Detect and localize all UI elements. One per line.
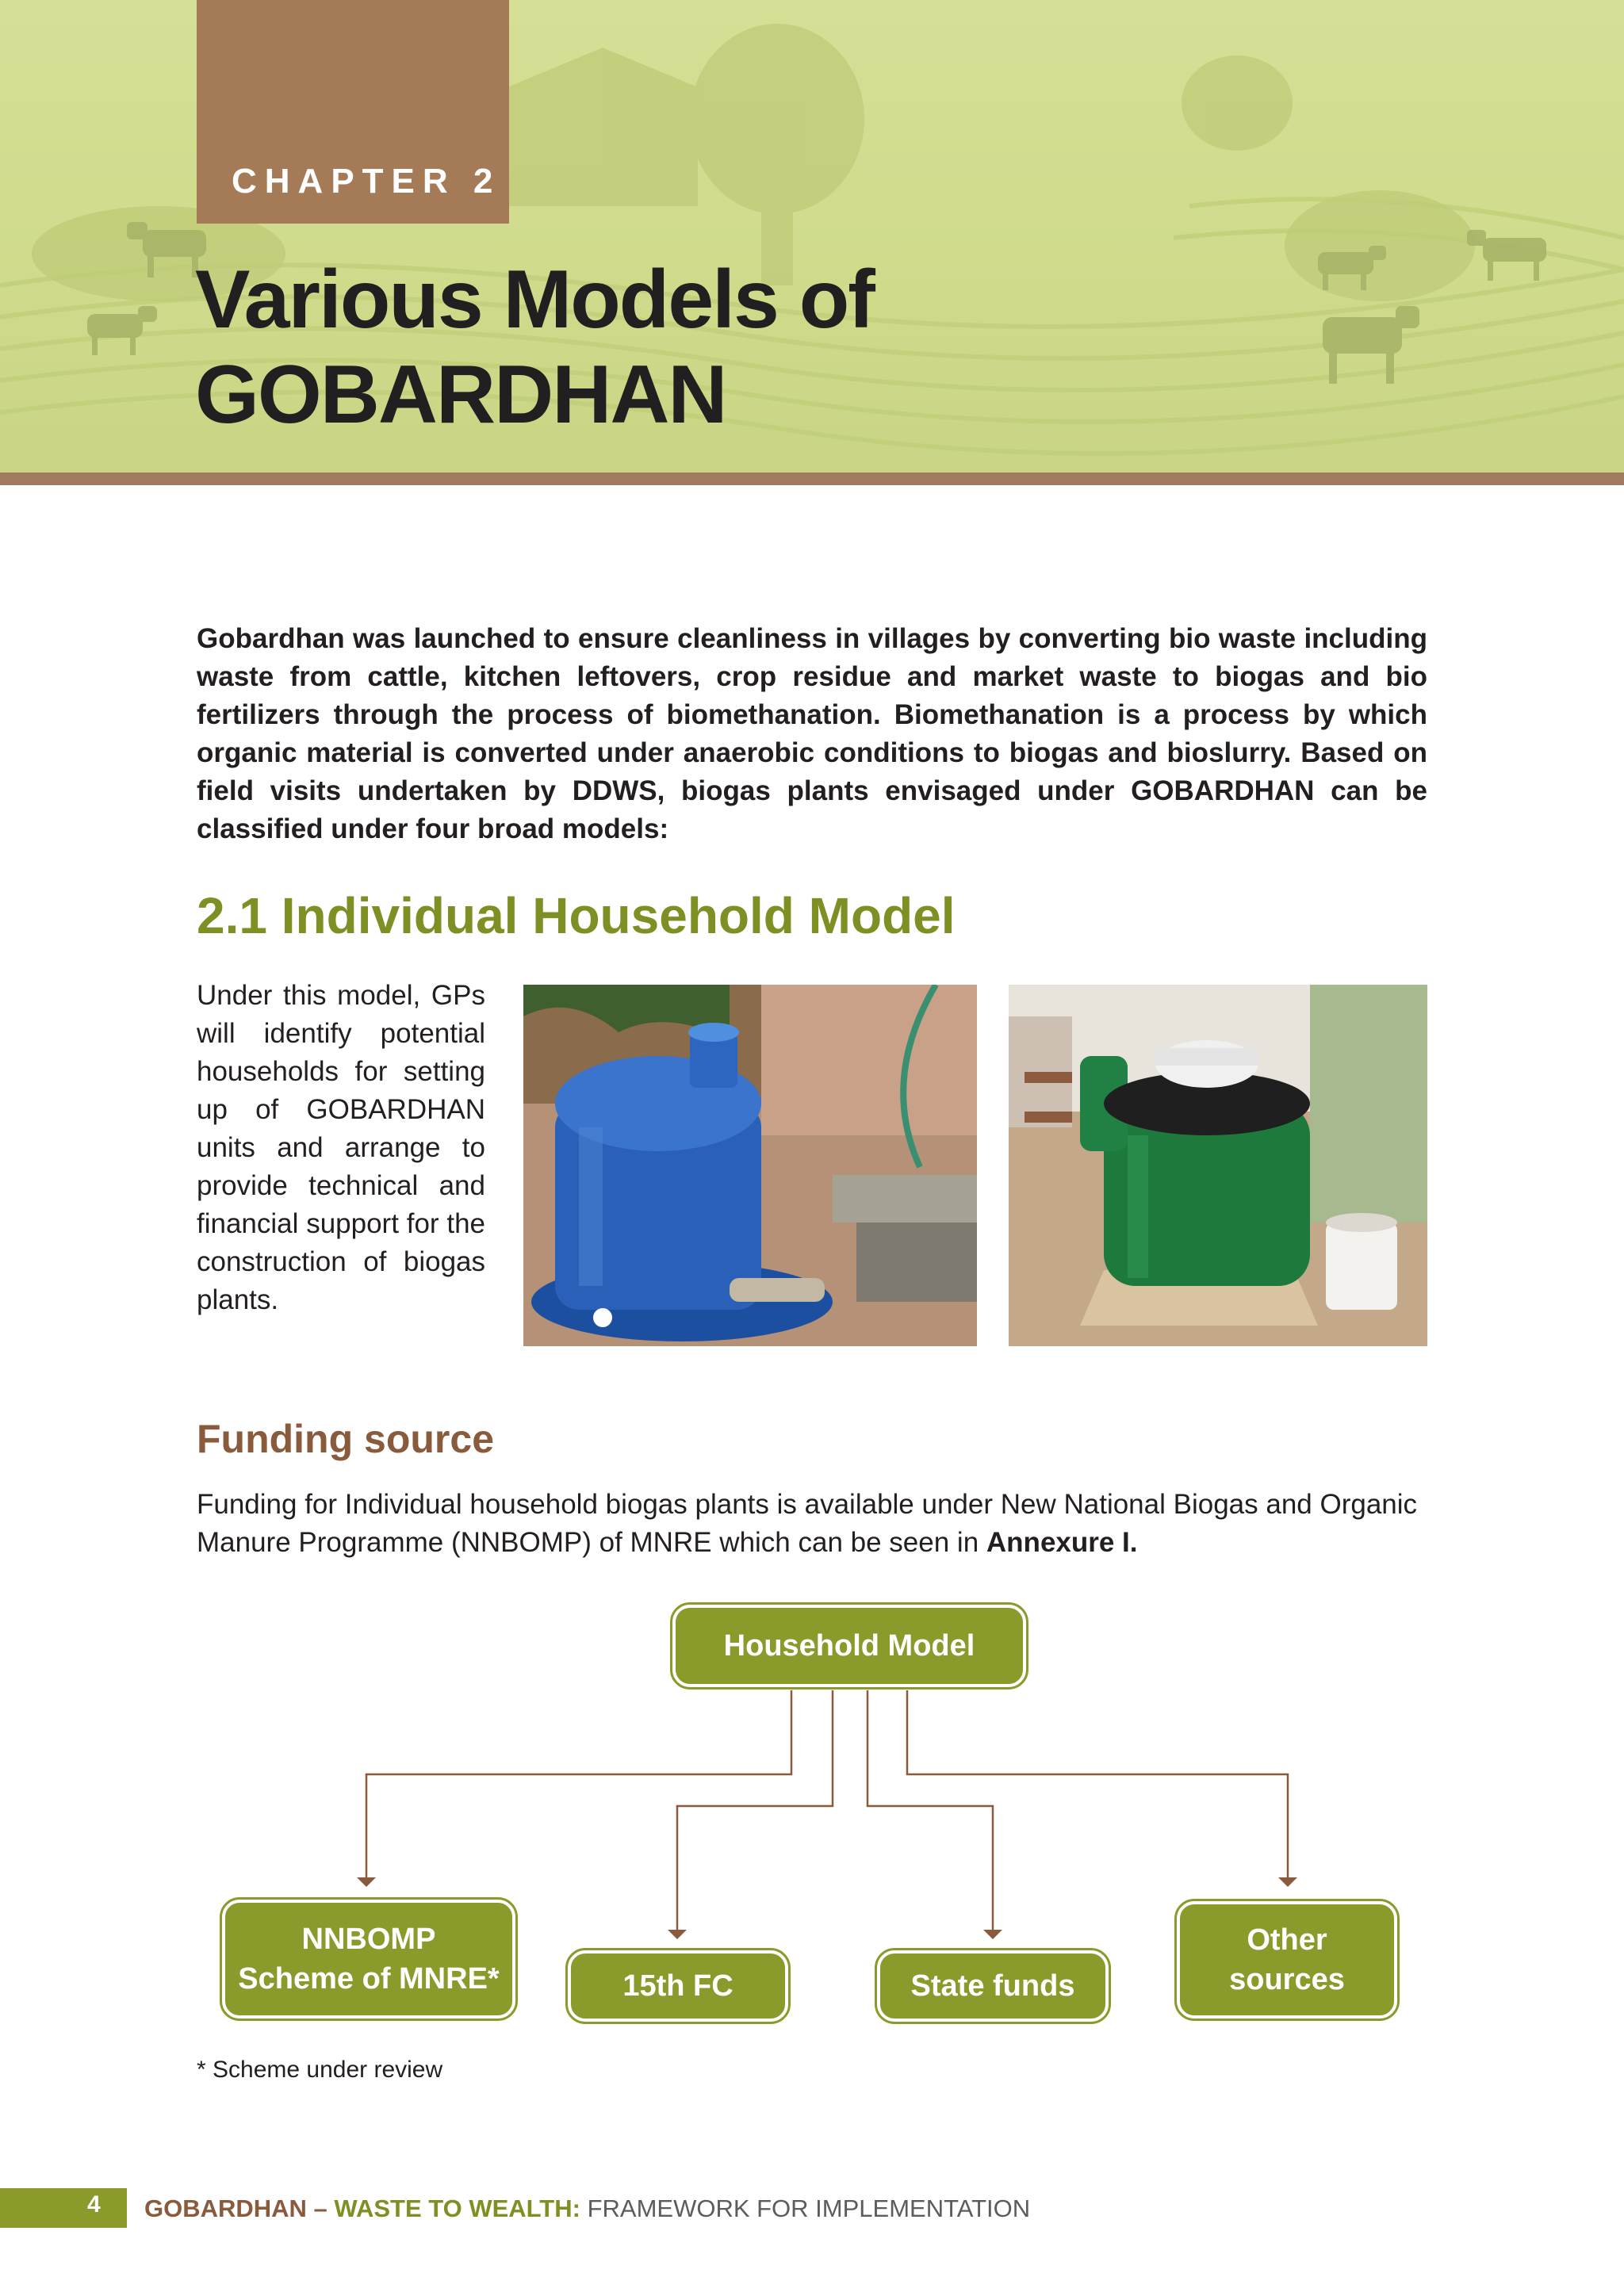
arrowhead-other-sources [1278, 1877, 1297, 1887]
arrowhead-nnbomp [357, 1877, 376, 1887]
annexure-reference: Annexure I. [986, 1527, 1138, 1558]
running-footer [144, 2195, 1030, 2223]
arrowhead-15th-fc [668, 1930, 687, 1939]
section-heading: 2.1 Individual Household Model [197, 887, 956, 944]
footnote: * Scheme under review [197, 2057, 443, 2083]
chapter-title-line2: GOBARDHAN [195, 349, 726, 441]
connector-state-funds [868, 1690, 993, 1931]
chapter-title-line1: Various Models of [195, 254, 874, 346]
intro-paragraph: Gobardhan was launched to ensure cleanliness in villages by converting bio waste including waste from cattle, kitchen leftovers, crop residue and market waste to biogas and bio fertilizers through the process of biomethanation. Biomethanation is a process by which organic material is converted under anaerobic conditions to biogas and bioslurry. Based on field visits undertaken by DDWS, biogas plants envisaged under GOBARDHAN can be classified under four broad models: [197, 623, 1427, 844]
nnbomp-node [222, 1900, 515, 2019]
funding-heading: Funding source [197, 1417, 494, 1461]
connector-15th-fc [677, 1690, 833, 1931]
connector-nnbomp [366, 1690, 791, 1879]
section-paragraph: Under this model, GPs will identify potential households for setting up of GOBARDHAN units and arrange to provide technical and financial support for the construction of biogas plants. [197, 980, 485, 1315]
household-model-node: Household Model [672, 1605, 1026, 1687]
funding-text: Funding for Individual household biogas plants is available under New National Biogas and Organic Manure Programme (NNBOMP) of MNRE which can be seen in [197, 1489, 1418, 1558]
other-sources-line1: Other [1247, 1923, 1327, 1957]
nnbomp-node-line2: Scheme of MNRE* [238, 1962, 500, 1996]
fifteenth-fc-node: 15th FC [568, 1950, 788, 2022]
footer-page-tab [0, 2188, 127, 2228]
footer-brand-part1: GOBARDHAN – [144, 2195, 335, 2222]
chapter-label: CHAPTER 2 [232, 162, 501, 201]
other-sources-line2: sources [1229, 1963, 1345, 1996]
other-sources-node [1177, 1901, 1397, 2019]
footer-subtitle: FRAMEWORK FOR IMPLEMENTATION [580, 2195, 1031, 2222]
footer-brand-part2: WASTE TO WEALTH: [334, 2195, 580, 2222]
arrowhead-state-funds [983, 1930, 1002, 1939]
connector-other-sources [907, 1690, 1288, 1879]
nnbomp-node-line1: NNBOMP [301, 1923, 436, 1956]
page-number: 4 [87, 2191, 101, 2218]
state-funds-node: State funds [877, 1950, 1109, 2022]
